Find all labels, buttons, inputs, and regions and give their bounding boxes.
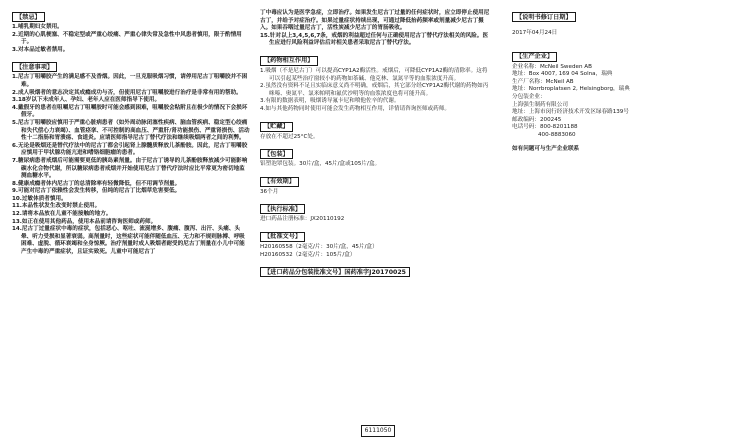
phone-primary: 电话号码：800-8201188 <box>512 124 578 131</box>
interaction-item: 4.如与其他药物同时使用可能会发生药物相互作用，详情请咨询医师或药师。 <box>260 105 450 112</box>
closing-note: 如有问题可与生产企业联系 <box>512 145 580 152</box>
standard-heading: 【执行标准】 <box>260 204 305 214</box>
package-text: 铝塑泡罩包装。30片/盒，45片/盒或105片/盒。 <box>260 161 381 168</box>
interaction-item: 2.虽然没有资料不足且实临床意义尚不明确，戒烟后，其它部分经CYP1A2酶代谢的药物如丙咪嗪、奥氮平、氯米帕明和氟伏沙明等的血浆浓度也将可能升高。 <box>260 83 489 97</box>
company-address: 地址：Box 4007, 169 04 Solna，瑞典 <box>512 71 613 78</box>
plant-name: 生产厂名称：McNeil AB <box>512 78 574 85</box>
contraindication-item: 1.哺乳期妇女禁用。 <box>12 24 63 30</box>
precaution-item: 10.过敏体质者慎用。 <box>12 195 67 202</box>
packer-name: 上海强生制药有限公司 <box>512 101 568 108</box>
revision-heading: 【说明书修订日期】 <box>512 12 576 22</box>
precaution-item: 13.如正在使用其他药品，使用本品前请咨询医师或药师。 <box>12 218 157 225</box>
interaction-item: 3.有限的数据表明，吸烟诱导氟卡尼和喷他佐辛的代谢。 <box>260 98 400 105</box>
precaution-item: 5.尼古丁咀嚼胶应慎用于严重心脏病患者（如外周动脉闭塞性疾病、脑血管疾病、稳定型心绞痛和失代偿心力衰竭）、血管痉挛、不可控制的高血压、严重肝/肾功能损伤、严重肾损伤、活动性十二指肠和胃溃疡、食道炎。应请医师指导尼古丁替代疗法和继续吸烟两者之间的利弊。 <box>12 119 250 142</box>
precaution-item: 9.可能对尼古丁依赖性会发生转移，但纯的尼古丁比烟草危害要低。 <box>12 188 181 195</box>
packer-label: 分包装企业： <box>512 93 546 100</box>
approval-heading: 【批准文号】 <box>260 232 305 242</box>
precautions-heading: 【注意事项】 <box>12 62 57 72</box>
import-approval-heading: 【进口药品分包装批准文号】国药准字J20170025 <box>260 267 410 277</box>
column-left <box>12 10 250 257</box>
approval-number: H20160532（2毫克/片：105片/盒） <box>260 251 356 258</box>
contraindication-item: 3.对本品过敏者禁用。 <box>12 46 69 53</box>
column-middle <box>260 10 492 279</box>
contraindications-heading: 【禁忌】 <box>12 12 45 22</box>
precaution-item-15: 15.针对以上3,4,5,6,7条，戒烟的利益超过任何与正确使用尼古丁替代疗法相关的风险。医生应进行风险利益评估后对相关患者采取尼古丁替代疗法。 <box>260 32 489 47</box>
approval-number: H20160558（2毫克/片：30片/盒，45片/盒） <box>260 243 378 250</box>
validity-heading: 【有效期】 <box>260 177 299 187</box>
interaction-item: 1.吸烟（不是尼古丁）可以提高CYP1A2酶活性。戒烟后，可降低CYP1A2酶的清除率。这将可以引起某些治疗窗较小的药物如茶碱、他克林、氯氮平等的血浆浓度升高。 <box>260 67 488 82</box>
storage-text: 存放在不超过25°C处。 <box>260 133 319 140</box>
plant-address: 地址：Norrbroplatsen 2, Helsingborg，瑞典 <box>512 86 630 93</box>
precaution-item: 4.戴假牙的患者在咀嚼尼古丁咀嚼胶时可能会感到困难，咀嚼胶会粘附且在极少的情况下会损坏假牙。 <box>12 104 248 119</box>
print-code-box: 6111050 <box>361 425 395 437</box>
precaution-item: 7.糖尿病患者戒烟后可能需要更低的胰岛素剂量。由于尼古丁诱导的儿茶酚胺释放减少可能影响碳水化合物代谢，所以糖尿病患者戒烟并开始使用尼古丁替代疗法时应比平常更为密切地监测血糖水平。 <box>12 157 248 180</box>
precaution-item: 1.尼古丁咀嚼胶产生的满足感不及香烟。因此，一旦克服吸烟习惯，请停用尼古丁咀嚼胶并不困难。 <box>12 74 248 88</box>
precaution-item: 14.尼古丁过量症状中毒的症状，包括恶心、呕吐、流涎增多、腹痛、腹泻、出汗、头痛、头晕、听力受损和显著衰弱。高剂量时，这些症状可能伴随低血压、无力和不规则脉搏、呼吸困难、虚脱、循环衰竭和全身惊厥。治疗剂量时成人吸烟者耐受的尼古丁剂量在小儿中可能产生中毒的严重症状，且证实致死。儿童中可能尼古丁 <box>12 226 245 256</box>
company-name: 企业名称：McNeil Sweden AB <box>512 63 592 70</box>
revision-date: 2017年04月24日 <box>512 30 558 36</box>
column-right <box>512 10 732 153</box>
interactions-heading: 【药物相互作用】 <box>260 56 318 66</box>
precaution-item: 2.成人吸烟者的意志决定其成瘾成功与否，但使用尼古丁咀嚼胶进行治疗是非常有用的帮助。 <box>12 89 242 96</box>
package-heading: 【包装】 <box>260 149 293 159</box>
storage-heading: 【贮藏】 <box>260 122 293 132</box>
overdose-continuation: 丁中毒应认为是医学急症，立即治疗。如果发生尼古丁过量的任何症状时，应立即停止使用尼古丁，并给予对症治疗。如果过量症状持续出现，可通过降低抬药频率或剂量减少尼古丁摄入。如果吞咽过量尼古丁，活性炭减少尼古丁的胃肠吸收。 <box>260 10 490 32</box>
precaution-item: 6.无论是吸烟还是替代疗法中的尼古丁都会引起肾上腺髓质释放儿茶酚胺。因此，尼古丁咀嚼胶应慎用于甲状腺功能亢进和嗜铬细胞瘤的患者。 <box>12 142 248 157</box>
postcode: 邮政编码：200245 <box>512 116 562 123</box>
company-heading: 【生产企业】 <box>512 52 557 62</box>
packer-address: 地址：上海市闵行经济技术开发区绿春路139号 <box>512 109 629 116</box>
phone-secondary: 400-8883060 <box>538 131 576 138</box>
standard-text: 进口药品注册标准：JX20110192 <box>260 216 345 223</box>
precaution-item: 3.18岁以下未成年人、孕妇、老年人应在医师指导下使用。 <box>12 97 161 104</box>
contraindication-item: 2.近期的心肌梗塞、不稳定型或严重心绞痛、严重心律失常及急性中风患者慎用，限于酌情用于。 <box>12 31 242 46</box>
validity-text: 36个月 <box>260 188 279 195</box>
precaution-item: 11.本品性状发生改变时禁止使用。 <box>12 203 101 210</box>
precaution-item: 12.请将本品放在儿童不能接触的地方。 <box>12 211 112 218</box>
precaution-item: 8.健康成瘾者体内尼古丁的总清除率有轻微降低，但不用调节剂量。 <box>12 180 181 187</box>
